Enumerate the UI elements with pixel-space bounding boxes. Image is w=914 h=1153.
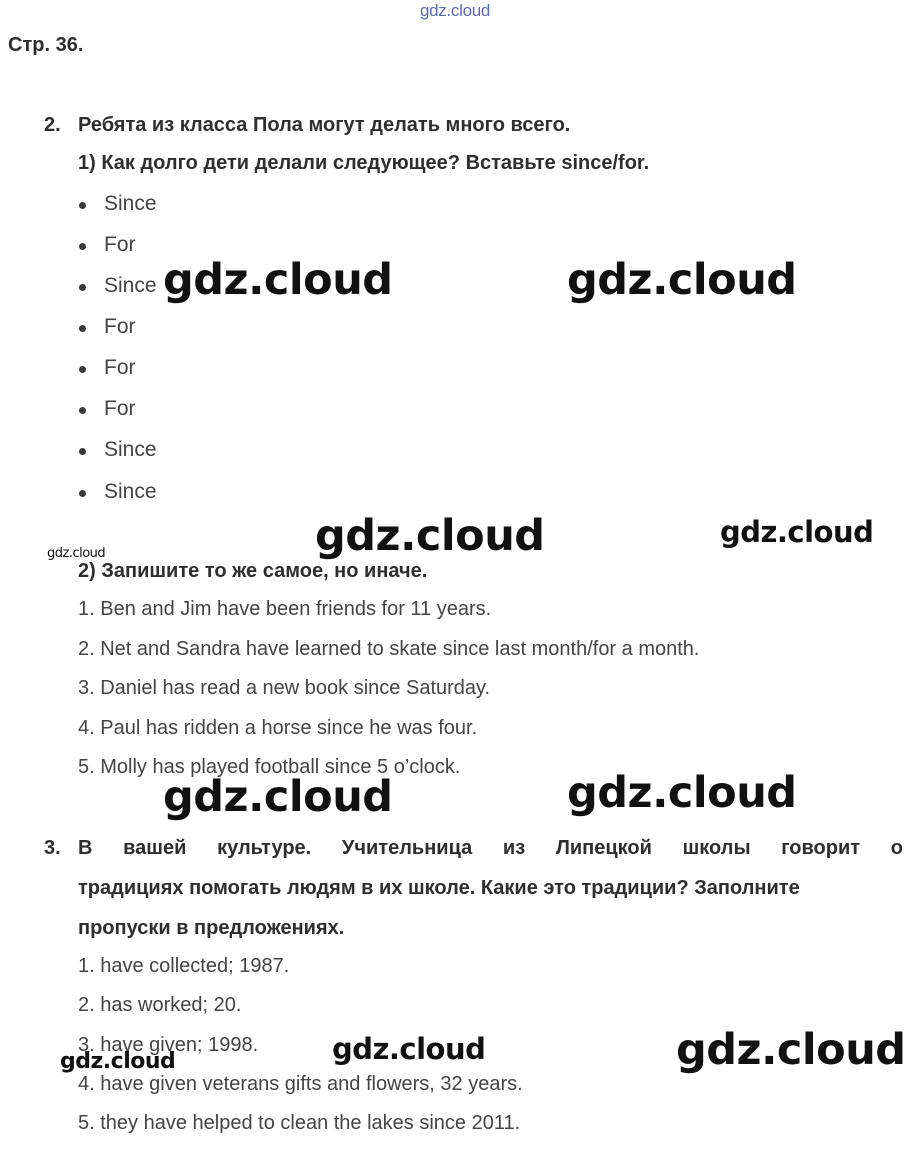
task-3-title-line: пропуски в предложениях. (78, 917, 345, 939)
list-item: Since (104, 480, 157, 503)
watermark: gdz.cloud (720, 515, 874, 549)
watermark: gdz.cloud (332, 1032, 486, 1066)
watermark: gdz.cloud (60, 1049, 176, 1074)
list-item: 3. have given; 1998. (78, 1034, 259, 1056)
bullet-dot (79, 243, 86, 250)
list-item: 1. Ben and Jim have been friends for 11 years. (78, 598, 492, 620)
bullet-dot (79, 448, 86, 455)
watermark: gdz.cloud (315, 511, 545, 561)
watermark: gdz.cloud (163, 772, 393, 822)
bullet-dot (79, 490, 86, 497)
list-item: 2. has worked; 20. (78, 994, 242, 1016)
task-3-title-line: традициях помогать людям в их школе. Какие это традиции? Заполните (78, 877, 800, 899)
bullet-dot (79, 325, 86, 332)
list-item: 1. have collected; 1987. (78, 955, 290, 977)
bullet-dot (79, 284, 86, 291)
task-2-part-2-heading: 2) Запишите то же самое, но иначе. (78, 560, 428, 582)
list-item: 5. Molly has played football since 5 o’clock. (78, 756, 461, 778)
watermark: gdz.cloud (567, 768, 797, 818)
task-2-number: 2. (44, 114, 61, 136)
watermark: gdz.cloud (47, 546, 106, 561)
page-reference: Стр. 36. (8, 34, 84, 56)
task-3-number: 3. (44, 837, 61, 859)
list-item: For (104, 397, 136, 420)
list-item: 5. they have helped to clean the lakes since 2011. (78, 1112, 521, 1134)
bullet-dot (79, 366, 86, 373)
list-item: 4. Paul has ridden a horse since he was four. (78, 717, 478, 739)
list-item: For (104, 233, 136, 256)
task-2-title: Ребята из класса Пола могут делать много всего. (78, 114, 571, 136)
watermark: gdz.cloud (567, 255, 797, 305)
bullet-dot (79, 202, 86, 209)
task-3-title-line: В вашей культуре. Учительница из Липецкой школы говорит о (78, 837, 903, 859)
list-item: Since (104, 192, 157, 215)
watermark: gdz.cloud (163, 255, 393, 305)
list-item: 4. have given veterans gifts and flowers, 32 years. (78, 1073, 523, 1095)
top-watermark: gdz.cloud (420, 1, 491, 20)
list-item: 3. Daniel has read a new book since Saturday. (78, 677, 491, 699)
list-item: Since (104, 274, 157, 297)
watermark: gdz.cloud (676, 1025, 906, 1075)
list-item: Since (104, 438, 157, 461)
bullet-dot (79, 407, 86, 414)
task-2-part-1-heading: 1) Как долго дети делали следующее? Вставьте since/for. (78, 152, 650, 174)
list-item: 2. Net and Sandra have learned to skate since last month/for a month. (78, 638, 700, 660)
list-item: For (104, 356, 136, 379)
list-item: For (104, 315, 136, 338)
